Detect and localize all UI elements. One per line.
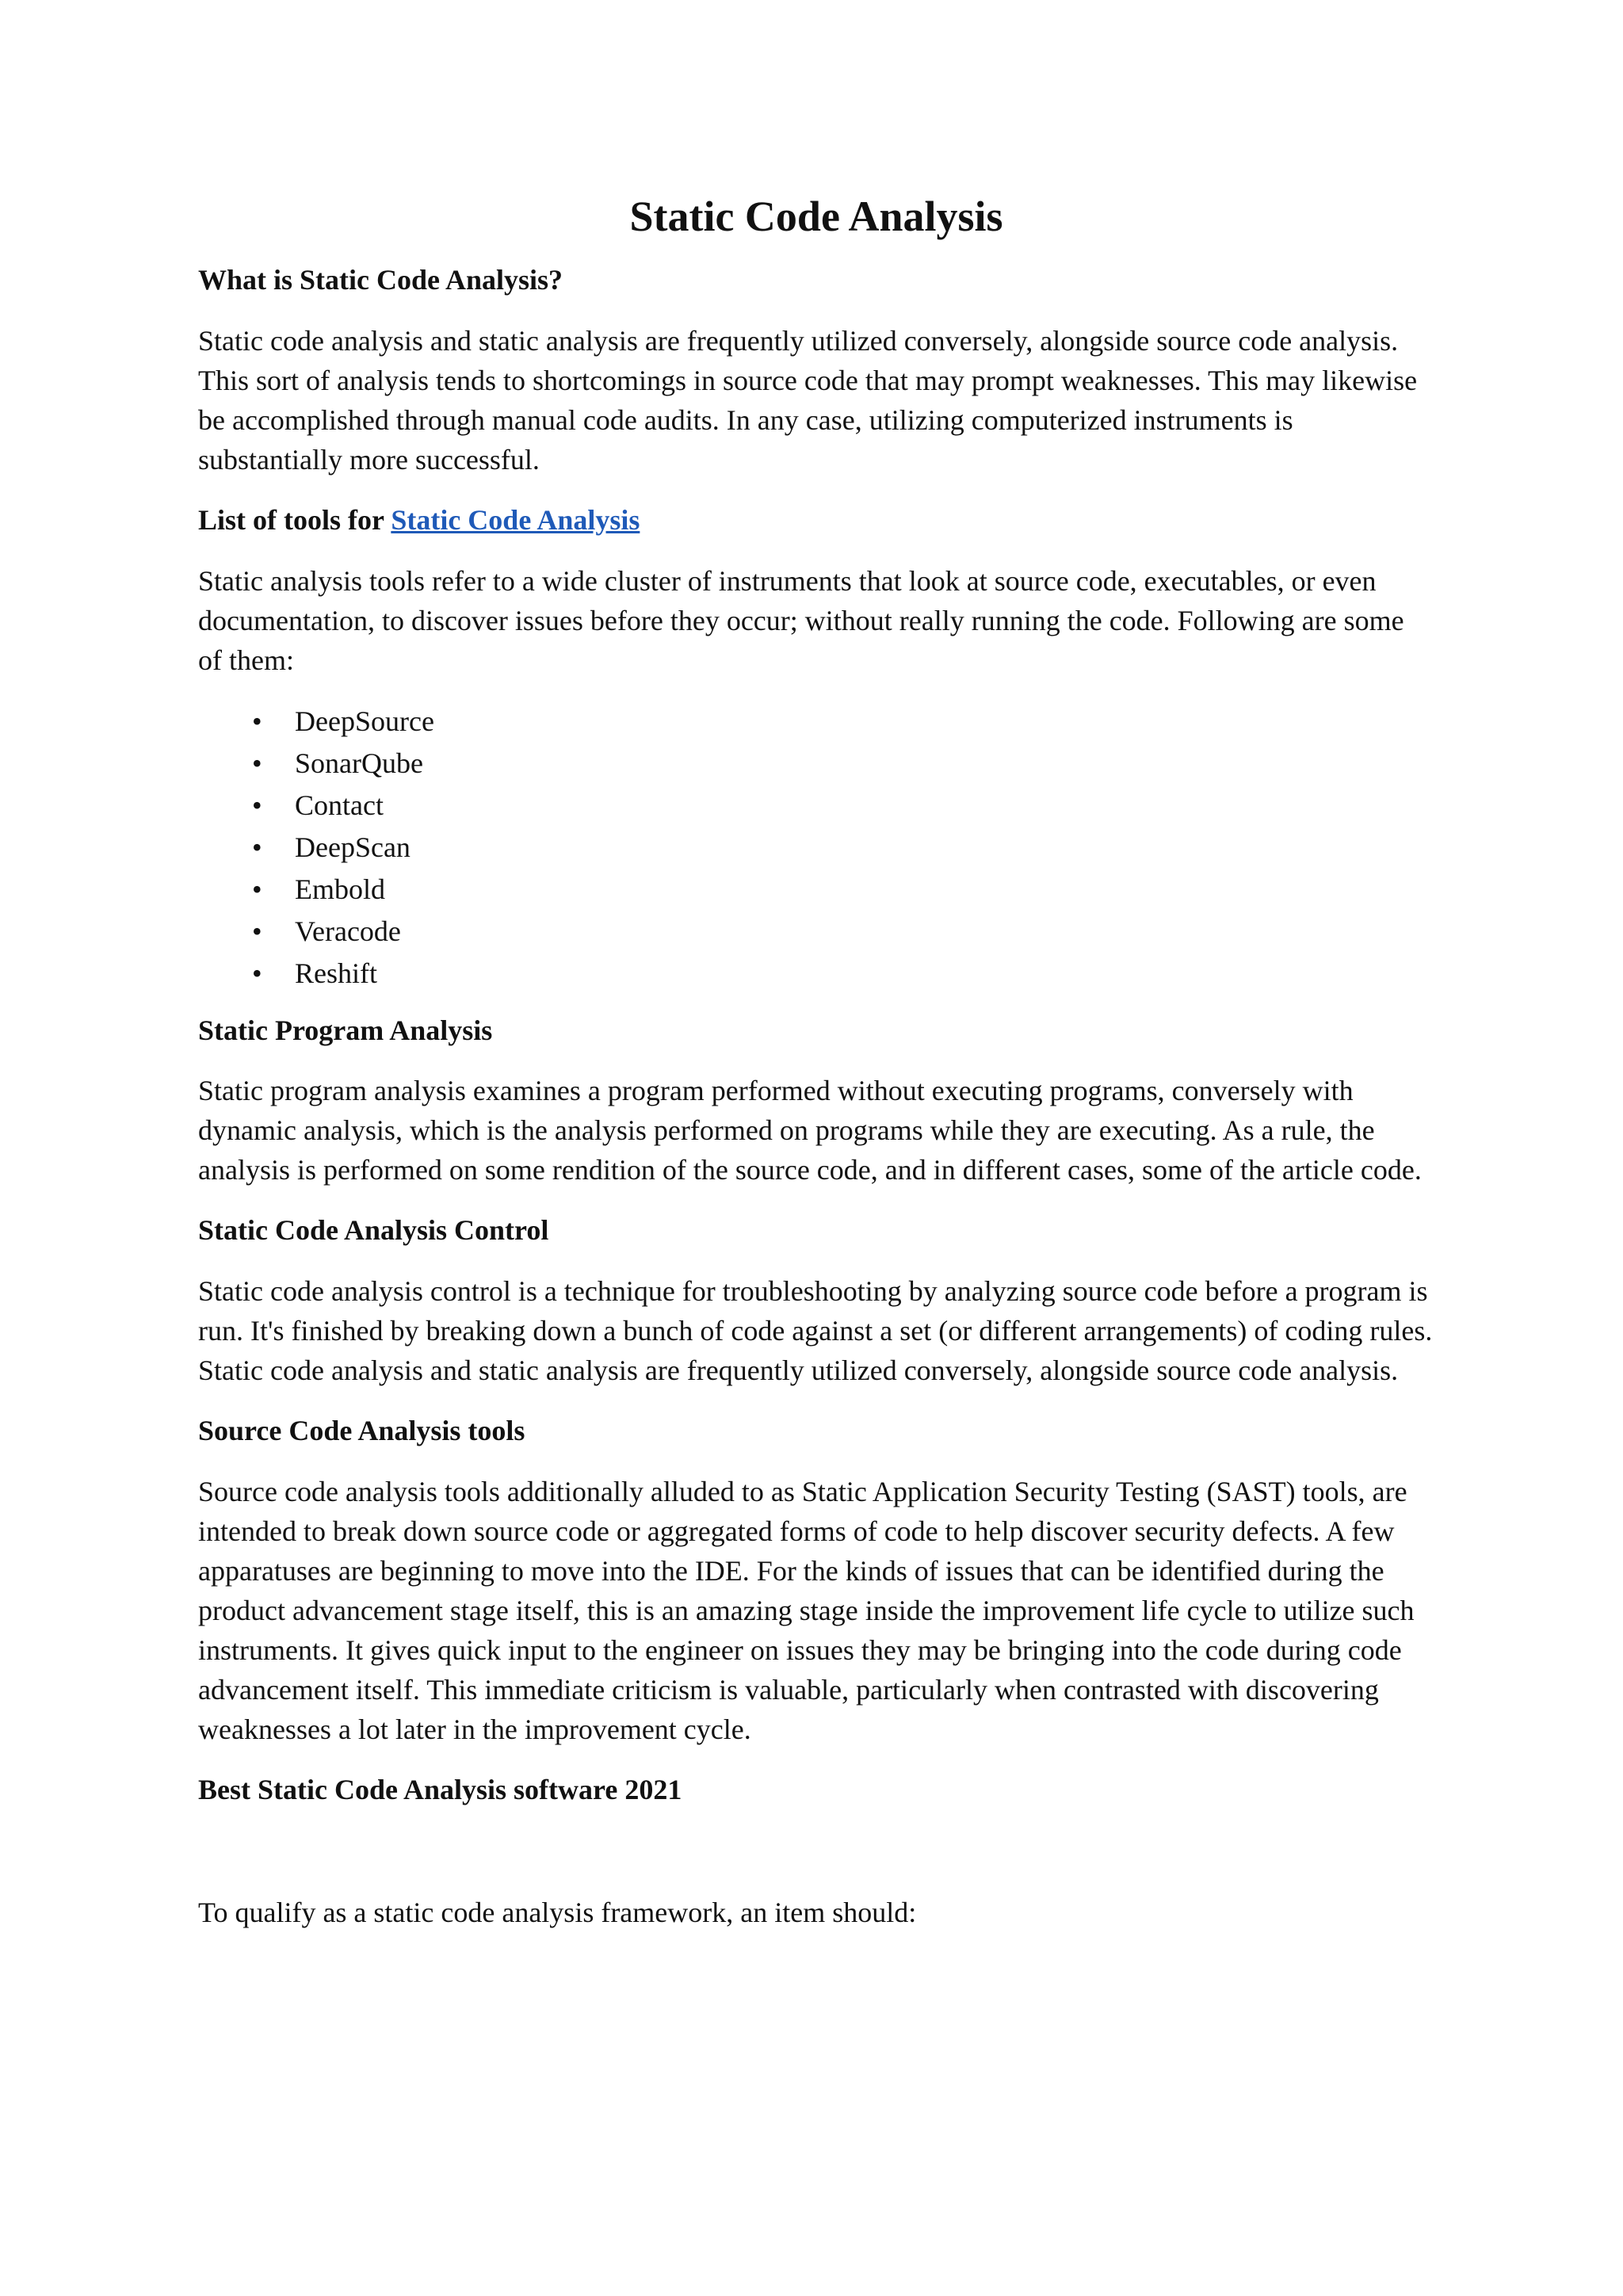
static-code-analysis-link[interactable]: Static Code Analysis (391, 503, 640, 536)
heading-tools-list (198, 502, 1434, 539)
list-item-label: Reshift (295, 957, 377, 989)
list-item-label: Embold (295, 873, 385, 905)
bullet-icon: • (252, 705, 262, 737)
heading-what-is: What is Static Code Analysis? (198, 264, 563, 296)
list-item (198, 743, 1434, 785)
list-item-label: SonarQube (295, 747, 423, 779)
bullet-icon: • (252, 873, 262, 905)
heading-source-tools: Source Code Analysis tools (198, 1415, 525, 1447)
bullet-icon: • (252, 957, 262, 989)
heading-tools-list-prefix: List of tools for (198, 503, 391, 536)
list-item-label: Contact (295, 789, 384, 821)
paragraph-tools-intro: Static analysis tools refer to a wide cluster of instruments that look at source code, executables, or even documentation, to discover issues before they occur; without really running the code. Following are some of them: (198, 564, 1404, 676)
bullet-icon: • (252, 789, 262, 821)
list-item (198, 911, 1434, 953)
bullet-icon: • (252, 747, 262, 779)
heading-analysis-control: Static Code Analysis Control (198, 1214, 549, 1247)
bullet-icon: • (252, 915, 262, 947)
heading-best-software: Best Static Code Analysis software 2021 (198, 1774, 682, 1806)
list-item-label: Veracode (295, 915, 401, 947)
list-item (198, 869, 1434, 911)
list-item (198, 953, 1434, 995)
tools-list (198, 701, 1434, 995)
paragraph-best-software: To qualify as a static code analysis framework, an item should: (198, 1896, 917, 1928)
bullet-icon: • (252, 831, 262, 863)
list-item (198, 785, 1434, 827)
heading-program-analysis: Static Program Analysis (198, 1014, 493, 1046)
paragraph-program-analysis: Static program analysis examines a program performed without executing programs, conversely with dynamic analysis, which is the analysis performed on programs while they are executing. As a rule, the analysis is performed on some rendition of the source code, and in different cases, some of the article code. (198, 1075, 1422, 1186)
list-item (198, 701, 1434, 743)
paragraph-analysis-control: Static code analysis control is a technique for troubleshooting by analyzing source code before a program is run. It's finished by breaking down a bunch of code against a set (or different arrangements) of coding rules. Static code analysis and static analysis are frequently utilized conversely, alongside source code analysis. (198, 1275, 1433, 1387)
list-item-label: DeepScan (295, 831, 411, 863)
list-item-label: DeepSource (295, 705, 434, 737)
page-title: Static Code Analysis (629, 193, 1003, 240)
paragraph-what-is: Static code analysis and static analysis are frequently utilized conversely, alongside source code analysis. This sort of analysis tends to shortcomings in source code that may prompt weaknesses. This may likewise be accomplished through manual code audits. In any case, utilizing computerized instruments is substantially more successful. (198, 324, 1418, 476)
document-content (198, 192, 1434, 1932)
list-item (198, 827, 1434, 869)
paragraph-source-tools: Source code analysis tools additionally alluded to as Static Application Security Testing (SAST) tools, are intended to break down source code or aggregated forms of code to help discover security defects. A few apparatuses are beginning to move into the IDE. For the kinds of issues that can be identified during the product advancement stage itself, this is an amazing stage inside the improvement life cycle to utilize such instruments. It gives quick input to the engineer on issues they may be bringing into the code during code advancement itself. This immediate criticism is valuable, particularly when contrasted with discovering weaknesses a lot later in the improvement cycle. (198, 1476, 1415, 1746)
